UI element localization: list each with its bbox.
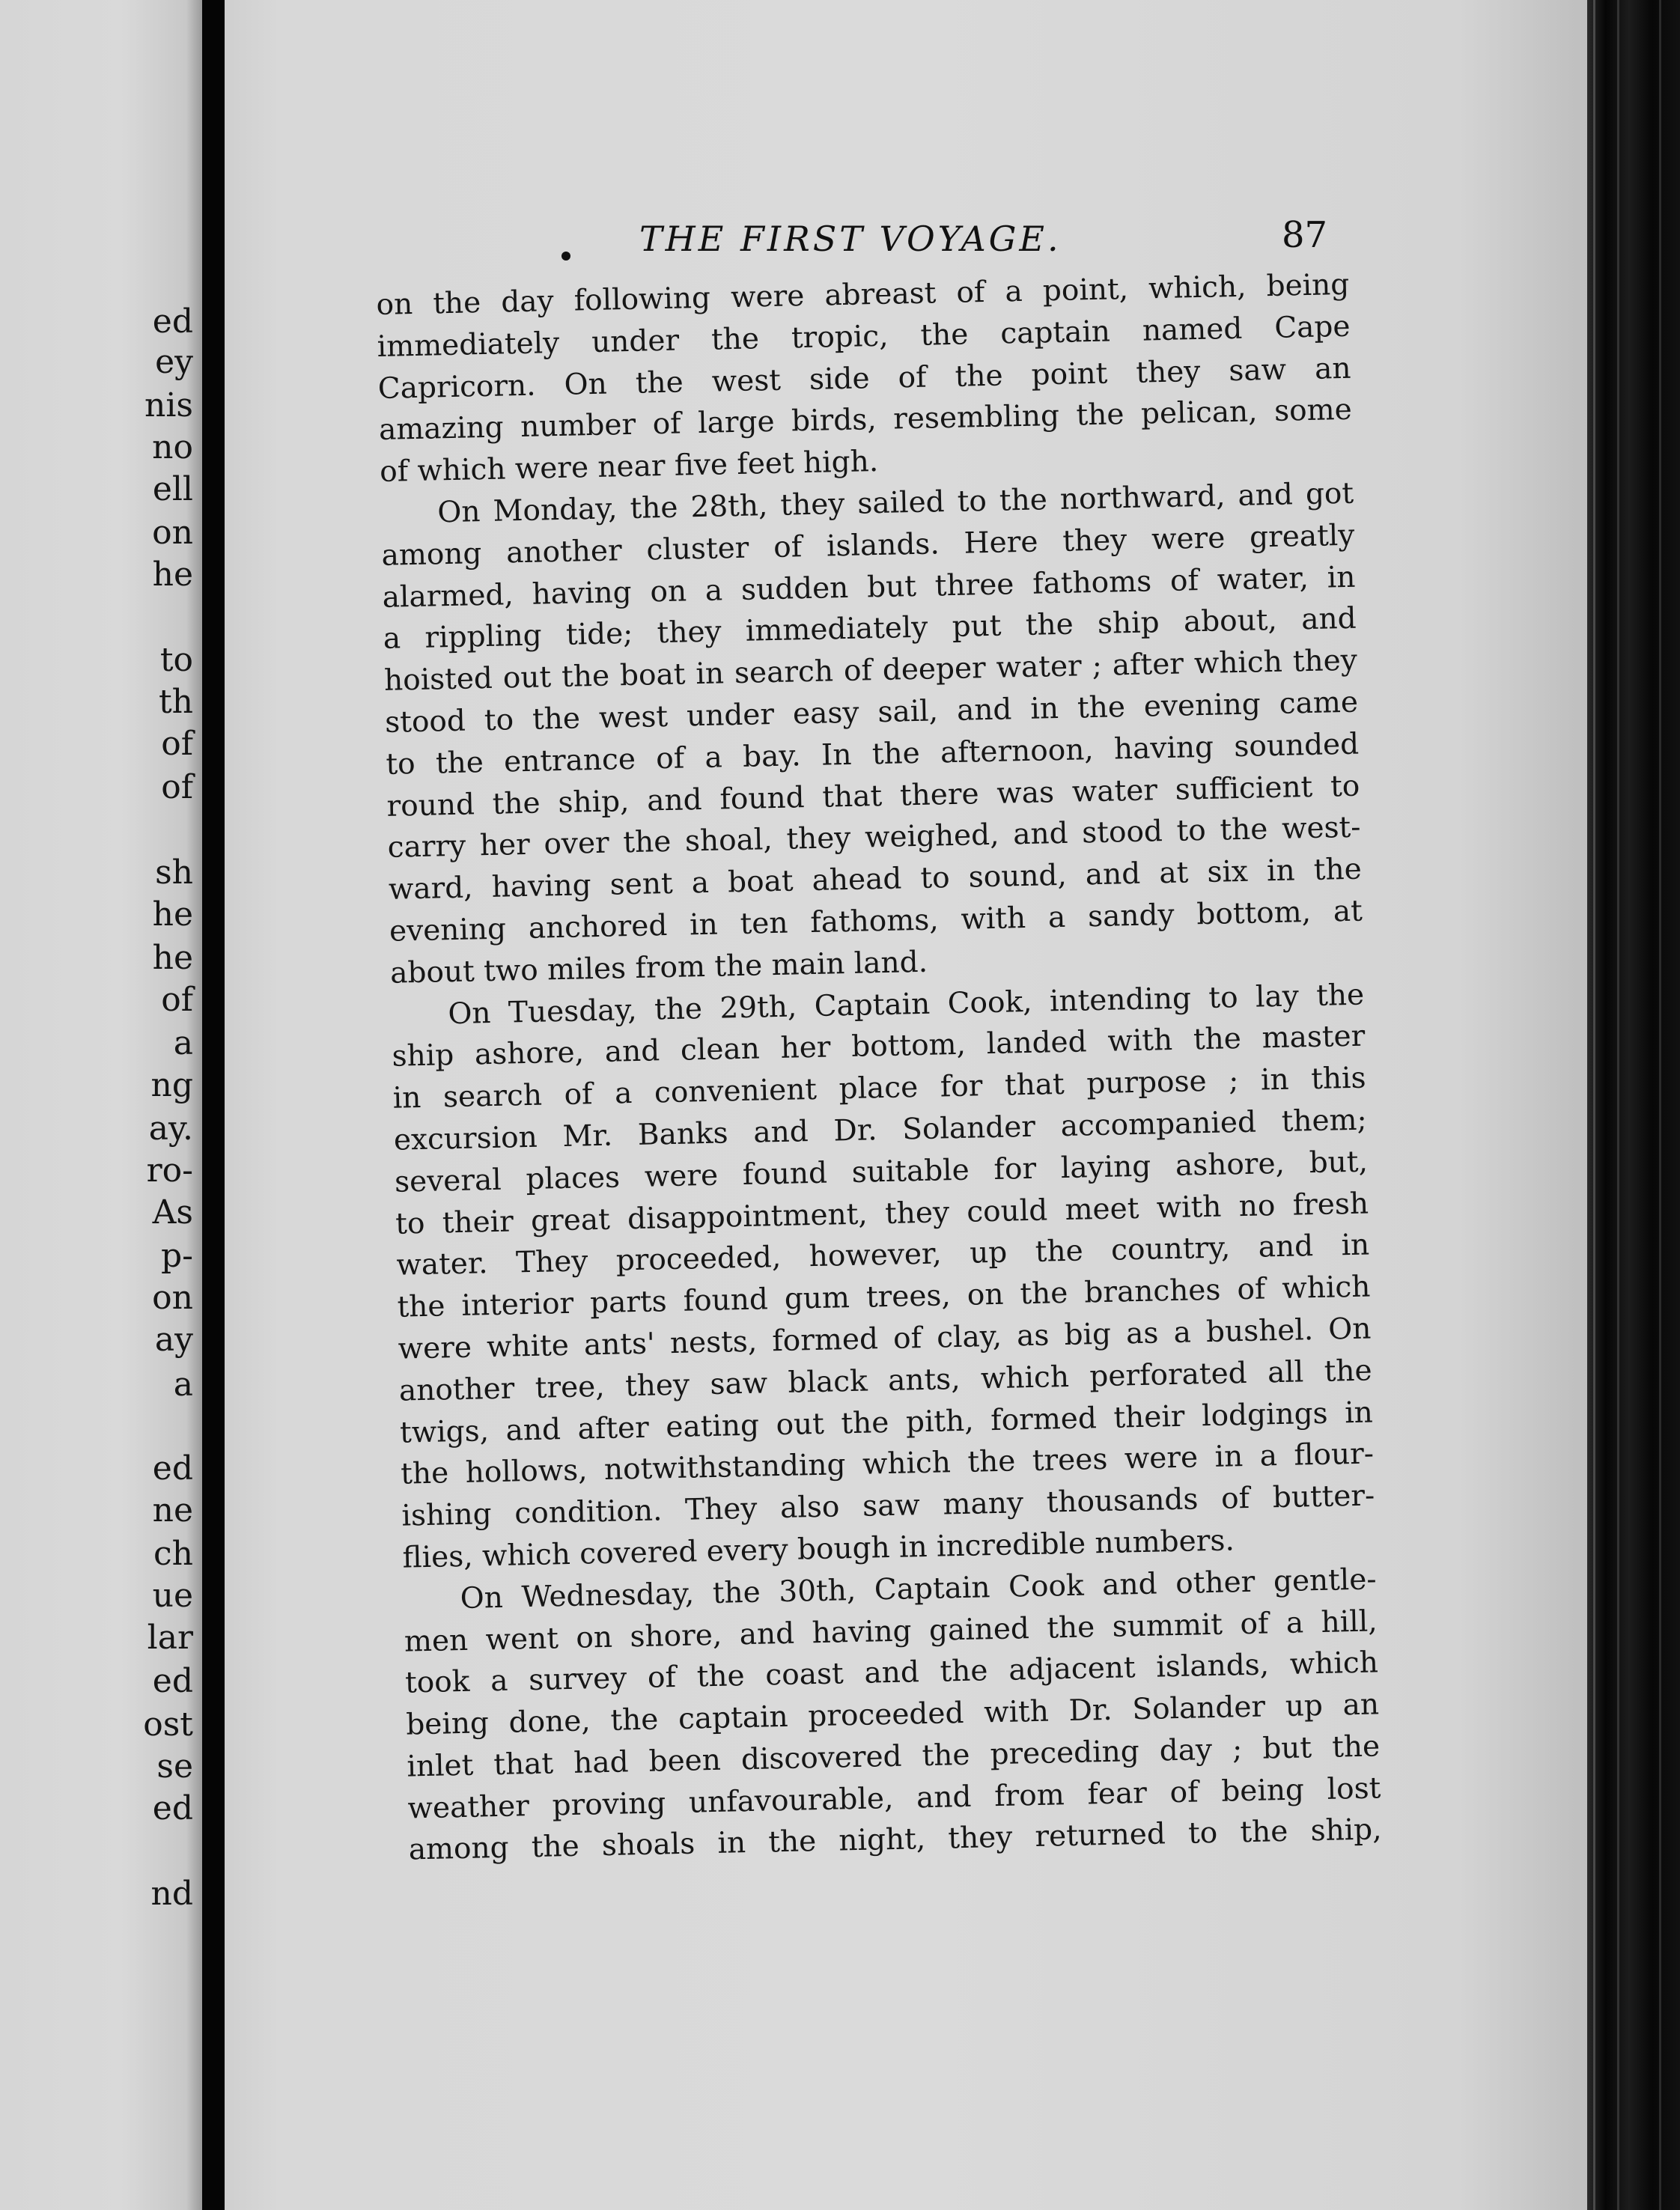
text-line: among another cluster of islands. Here they were greatly xyxy=(381,518,1355,573)
left-page-fragment: p- xyxy=(160,1237,193,1275)
text-line: a rippling tide; they immediately put the ship about, and xyxy=(383,602,1357,657)
left-page-fragment: th xyxy=(158,683,193,721)
text-line: weather proving unfavourable, and from fear of being lost xyxy=(407,1771,1381,1826)
left-page-fragment: ed xyxy=(152,1662,193,1700)
text-line: excursion Mr. Banks and Dr. Solander accompanied them; xyxy=(393,1103,1368,1157)
text-line: the interior parts found gum trees, on the branches of which xyxy=(397,1270,1371,1324)
text-line: in search of a convenient place for that purpose ; in this xyxy=(392,1061,1366,1115)
left-page-fragment: ed xyxy=(152,1789,193,1827)
left-facing-page xyxy=(0,0,202,2210)
paragraph xyxy=(380,473,1364,995)
left-page-fragment: of xyxy=(161,981,193,1019)
text-line: evening anchored in ten fathoms, with a sandy bottom, at xyxy=(389,894,1363,949)
left-page-fragment: ell xyxy=(152,470,193,508)
left-page-fragment: As xyxy=(152,1193,193,1232)
text-line: about two miles from the main land. xyxy=(389,945,928,990)
text-line: ship ashore, and clean her bottom, landed with the master xyxy=(392,1019,1366,1074)
paragraph xyxy=(391,974,1376,1579)
left-page-fragment: ne xyxy=(152,1491,193,1529)
left-page-fragment: se xyxy=(156,1747,193,1786)
text-line: round the ship, and found that there was water sufficient to xyxy=(386,769,1360,824)
left-page-fragment: ng xyxy=(150,1066,193,1104)
text-line: being done, the captain proceeded with Dr. Solander up an xyxy=(405,1687,1380,1742)
text-line: On Tuesday, the 29th, Captain Cook, intending to lay the xyxy=(447,978,1365,1031)
left-page-fragment: on xyxy=(152,514,193,552)
left-page-fragment: he xyxy=(152,555,193,594)
text-line: ishing condition. They also saw many thousands of butter- xyxy=(401,1479,1375,1533)
text-line: to the entrance of a bay. In the afternoon, having sounded xyxy=(385,727,1360,782)
left-page-fragment: of xyxy=(161,725,193,763)
text-line: twigs, and after eating out the pith, formed their lodgings in xyxy=(399,1395,1374,1450)
left-page-fragment: he xyxy=(152,895,193,934)
left-page-fragment: a xyxy=(173,1366,193,1404)
text-line: the hollows, notwithstanding which the trees were in a flour- xyxy=(400,1437,1375,1491)
left-page-fragment: nd xyxy=(150,1875,193,1913)
text-line: were white ants' nests, formed of clay, as big as a bushel. On xyxy=(398,1312,1372,1366)
text-line: alarmed, having on a sudden but three fathoms of water, in xyxy=(382,560,1356,615)
running-head xyxy=(225,214,1595,264)
text-line: water. They proceeded, however, up the country, and in xyxy=(395,1228,1370,1283)
text-line: amazing number of large birds, resembling the pelican, some xyxy=(378,393,1353,448)
left-page-fragment: ch xyxy=(153,1535,193,1573)
body-text xyxy=(376,264,1382,1872)
left-page-text-fragments xyxy=(0,0,193,2210)
left-page-fragment: lar xyxy=(147,1619,193,1657)
left-page-fragment: ay. xyxy=(148,1109,193,1148)
text-line: hoisted out the boat in search of deeper water ; after which they xyxy=(383,643,1358,698)
printer-dot xyxy=(561,252,570,261)
left-page-fragment: ost xyxy=(143,1705,193,1744)
left-page-fragment: a xyxy=(173,1024,193,1062)
main-page xyxy=(225,0,1595,2210)
text-line: among the shoals in the night, they returned to the ship, xyxy=(408,1812,1382,1868)
text-line: several places were found suitable for laying ashore, but, xyxy=(394,1145,1369,1199)
text-line: immediately under the tropic, the captain named Cape xyxy=(377,309,1351,364)
left-page-fragment: ue xyxy=(152,1577,193,1615)
text-line: carry her over the shoal, they weighed, and stood to the west- xyxy=(387,810,1361,865)
left-page-fragment: no xyxy=(152,428,193,466)
left-page-fragment: nis xyxy=(144,386,193,424)
left-page-fragment: on xyxy=(152,1279,193,1317)
text-line: ward, having sent a boat ahead to sound, and at six in the xyxy=(388,852,1363,907)
page-number: 87 xyxy=(1282,214,1328,256)
text-line: another tree, they saw black ants, which perforated all the xyxy=(398,1354,1373,1408)
text-line: inlet that had been discovered the preceding day ; but the xyxy=(407,1729,1381,1784)
left-page-fragment: he xyxy=(152,939,193,977)
paragraph xyxy=(403,1559,1382,1872)
left-page-fragment: sh xyxy=(155,853,193,892)
text-line: on the day following were abreast of a point, which, being xyxy=(376,267,1350,322)
text-line: to their great disappointment, they could meet with no fresh xyxy=(395,1187,1369,1241)
text-line: flies, which covered every bough in incredible numbers. xyxy=(402,1523,1235,1575)
text-line: took a survey of the coast and the adjacent islands, which xyxy=(404,1646,1379,1700)
left-page-fragment: of xyxy=(161,768,193,806)
left-page-fragment: ey xyxy=(155,343,193,381)
text-line: Capricorn. On the west side of the point they saw an xyxy=(377,351,1351,406)
text-line: On Monday, the 28th, they sailed to the northward, and got xyxy=(436,476,1354,530)
book-edge xyxy=(1587,0,1680,2210)
text-line: On Wednesday, the 30th, Captain Cook and other gentle- xyxy=(460,1562,1377,1616)
left-page-fragment: ro- xyxy=(146,1151,193,1190)
left-page-fragment: to xyxy=(159,641,193,679)
text-line: men went on shore, and having gained the summit of a hill, xyxy=(404,1604,1378,1659)
left-page-fragment: ay xyxy=(154,1321,193,1359)
left-page-fragment: ed xyxy=(152,1449,193,1488)
text-line: of which were near five feet high. xyxy=(379,445,879,490)
running-title: THE FIRST VOYAGE. xyxy=(639,219,1062,259)
left-page-fragment: ed xyxy=(152,302,193,341)
paragraph xyxy=(376,264,1354,493)
text-line: stood to the west under easy sail, and in the evening came xyxy=(384,685,1359,740)
